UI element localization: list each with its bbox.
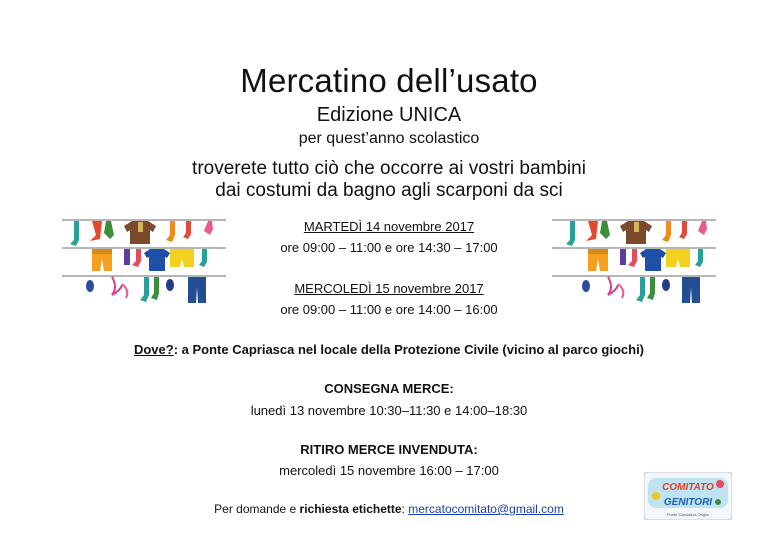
schedule-date-2: MERCOLEDÌ 15 novembre 2017 bbox=[294, 281, 484, 296]
schedule-hours-2: ore 09:00 – 11:00 e ore 14:00 – 16:00 bbox=[280, 302, 498, 317]
schedule-hours-1: ore 09:00 – 11:00 e ore 14:30 – 17:00 bbox=[280, 240, 498, 255]
delivery-heading: CONSEGNA MERCE: bbox=[324, 381, 454, 396]
location-text: : a Ponte Capriasca nel locale della Protezione Civile (vicino al parco giochi) bbox=[173, 342, 645, 357]
description-line-1: troverete tutto ciò che occorre ai vostri bambini bbox=[192, 158, 586, 179]
pickup-details: mercoledì 15 novembre 16:00 – 17:00 bbox=[279, 463, 499, 478]
flyer-tagline: per quest’anno scolastico bbox=[298, 130, 480, 147]
delivery-details: lunedì 13 novembre 10:30–11:30 e 14:00–18:30 bbox=[250, 403, 528, 418]
contact-email-link[interactable]: mercatocomitato@gmail.com bbox=[408, 502, 564, 516]
description-line-2: dai costumi da bagno agli scarponi da sci bbox=[215, 180, 563, 201]
svg-text:Ponte Capriasca Origlio: Ponte Capriasca Origlio bbox=[666, 512, 710, 517]
schedule-date-1: MARTEDÌ 14 novembre 2017 bbox=[303, 219, 475, 234]
comitato-genitori-logo bbox=[644, 472, 732, 520]
svg-text:GENITORI: GENITORI bbox=[663, 497, 713, 508]
flyer-title: Mercatino dell’usato bbox=[240, 62, 538, 99]
contact-line: Per domande e richiesta etichette: mercatocomitato@gmail.com bbox=[214, 502, 564, 516]
clothesline-illustration-right bbox=[552, 212, 716, 308]
clothesline-illustration-left bbox=[62, 212, 226, 308]
flyer-subtitle: Edizione UNICA bbox=[316, 104, 462, 126]
location-line bbox=[0, 342, 778, 357]
svg-text:COMITATO: COMITATO bbox=[662, 482, 714, 493]
pickup-heading: RITIRO MERCE INVENDUTA: bbox=[300, 442, 478, 457]
location-label: Dove? bbox=[133, 342, 174, 357]
